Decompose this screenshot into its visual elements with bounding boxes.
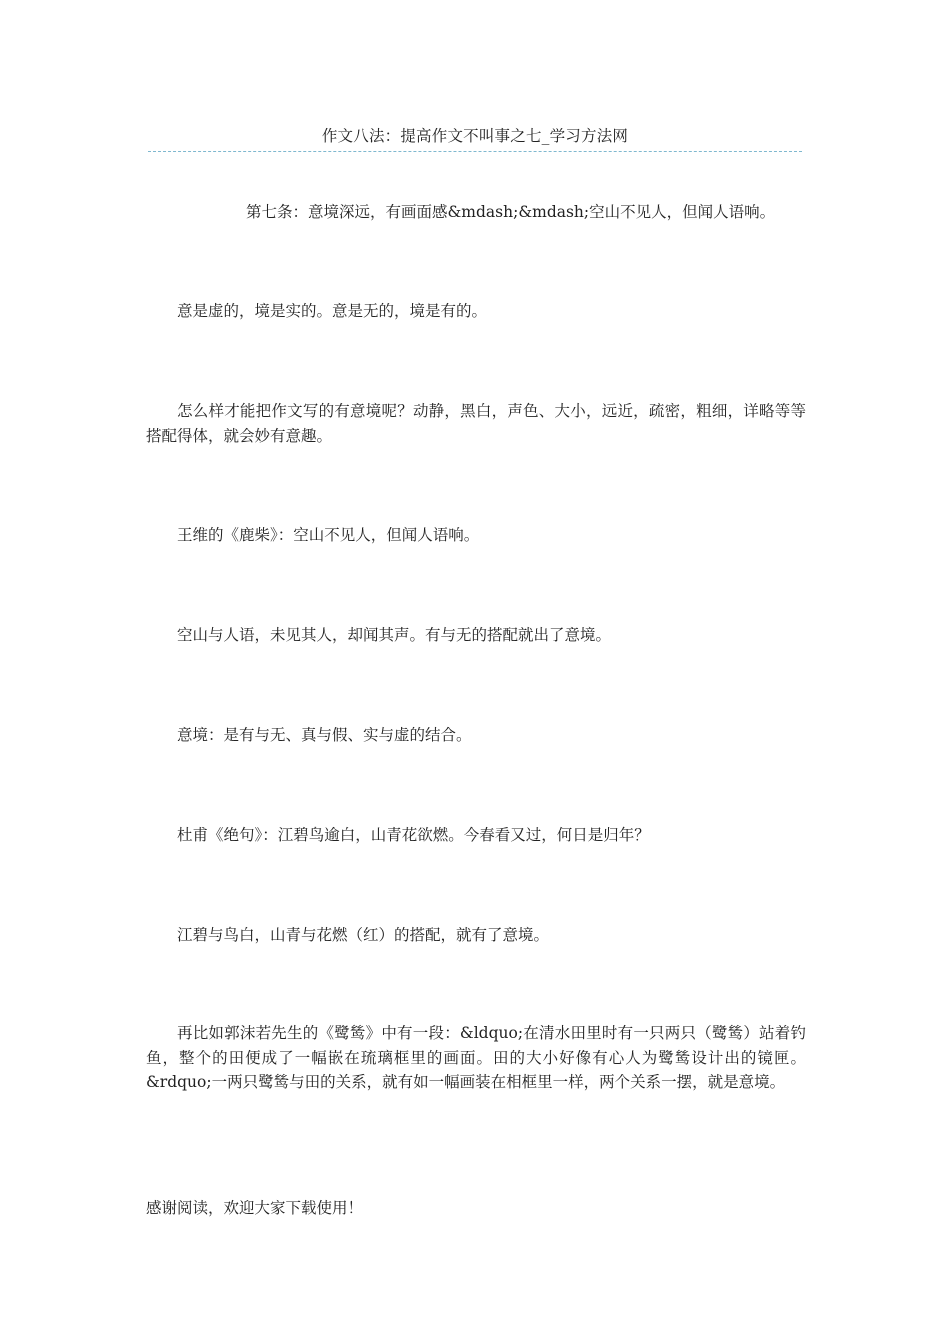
paragraph-yijing: 意境：是有与无、真与假、实与虚的结合。 (177, 726, 472, 744)
paragraph-guo-moruo: 再比如郭沫若先生的《鹭鸶》中有一段：&ldquo;在清水田里时有一只两只（鹭鸶）站着钓鱼，整个的田便成了一幅嵌在琉璃框里的画面。田的大小好像有心人为鹭鸶设计出的镜匣。&rdquo;一两只鹭鸶与田的关系，就有如一幅画装在相框里一样，两个关系一摆，就是意境。 (146, 1024, 806, 1091)
paragraph-definition: 意是虚的，境是实的。意是无的，境是有的。 (177, 302, 488, 320)
paragraph-article-seven: 第七条：意境深远，有画面感&mdash;&mdash;空山不见人，但闻人语响。 (246, 203, 776, 221)
paragraph-wang-wei: 王维的《鹿柴》：空山不见人，但闻人语响。 (177, 526, 480, 544)
paragraph-empty-mountain: 空山与人语，未见其人，却闻其声。有与无的搭配就出了意境。 (177, 626, 612, 644)
paragraph-how-to: 怎么样才能把作文写的有意境呢？动静，黑白，声色、大小，远近，疏密，粗细，详略等等搭配得体，就会妙有意趣。 (146, 402, 806, 445)
title-divider (148, 151, 802, 152)
paragraph-du-fu: 杜甫《绝句》：江碧鸟逾白，山青花欲燃。今春看又过，何日是归年？ (177, 826, 650, 844)
paragraph-river-bird: 江碧与鸟白，山青与花燃（红）的搭配，就有了意境。 (177, 926, 550, 944)
document-title: 作文八法：提高作文不叫事之七_学习方法网 (321, 127, 629, 145)
closing-note: 感谢阅读，欢迎大家下载使用！ (146, 1199, 364, 1217)
